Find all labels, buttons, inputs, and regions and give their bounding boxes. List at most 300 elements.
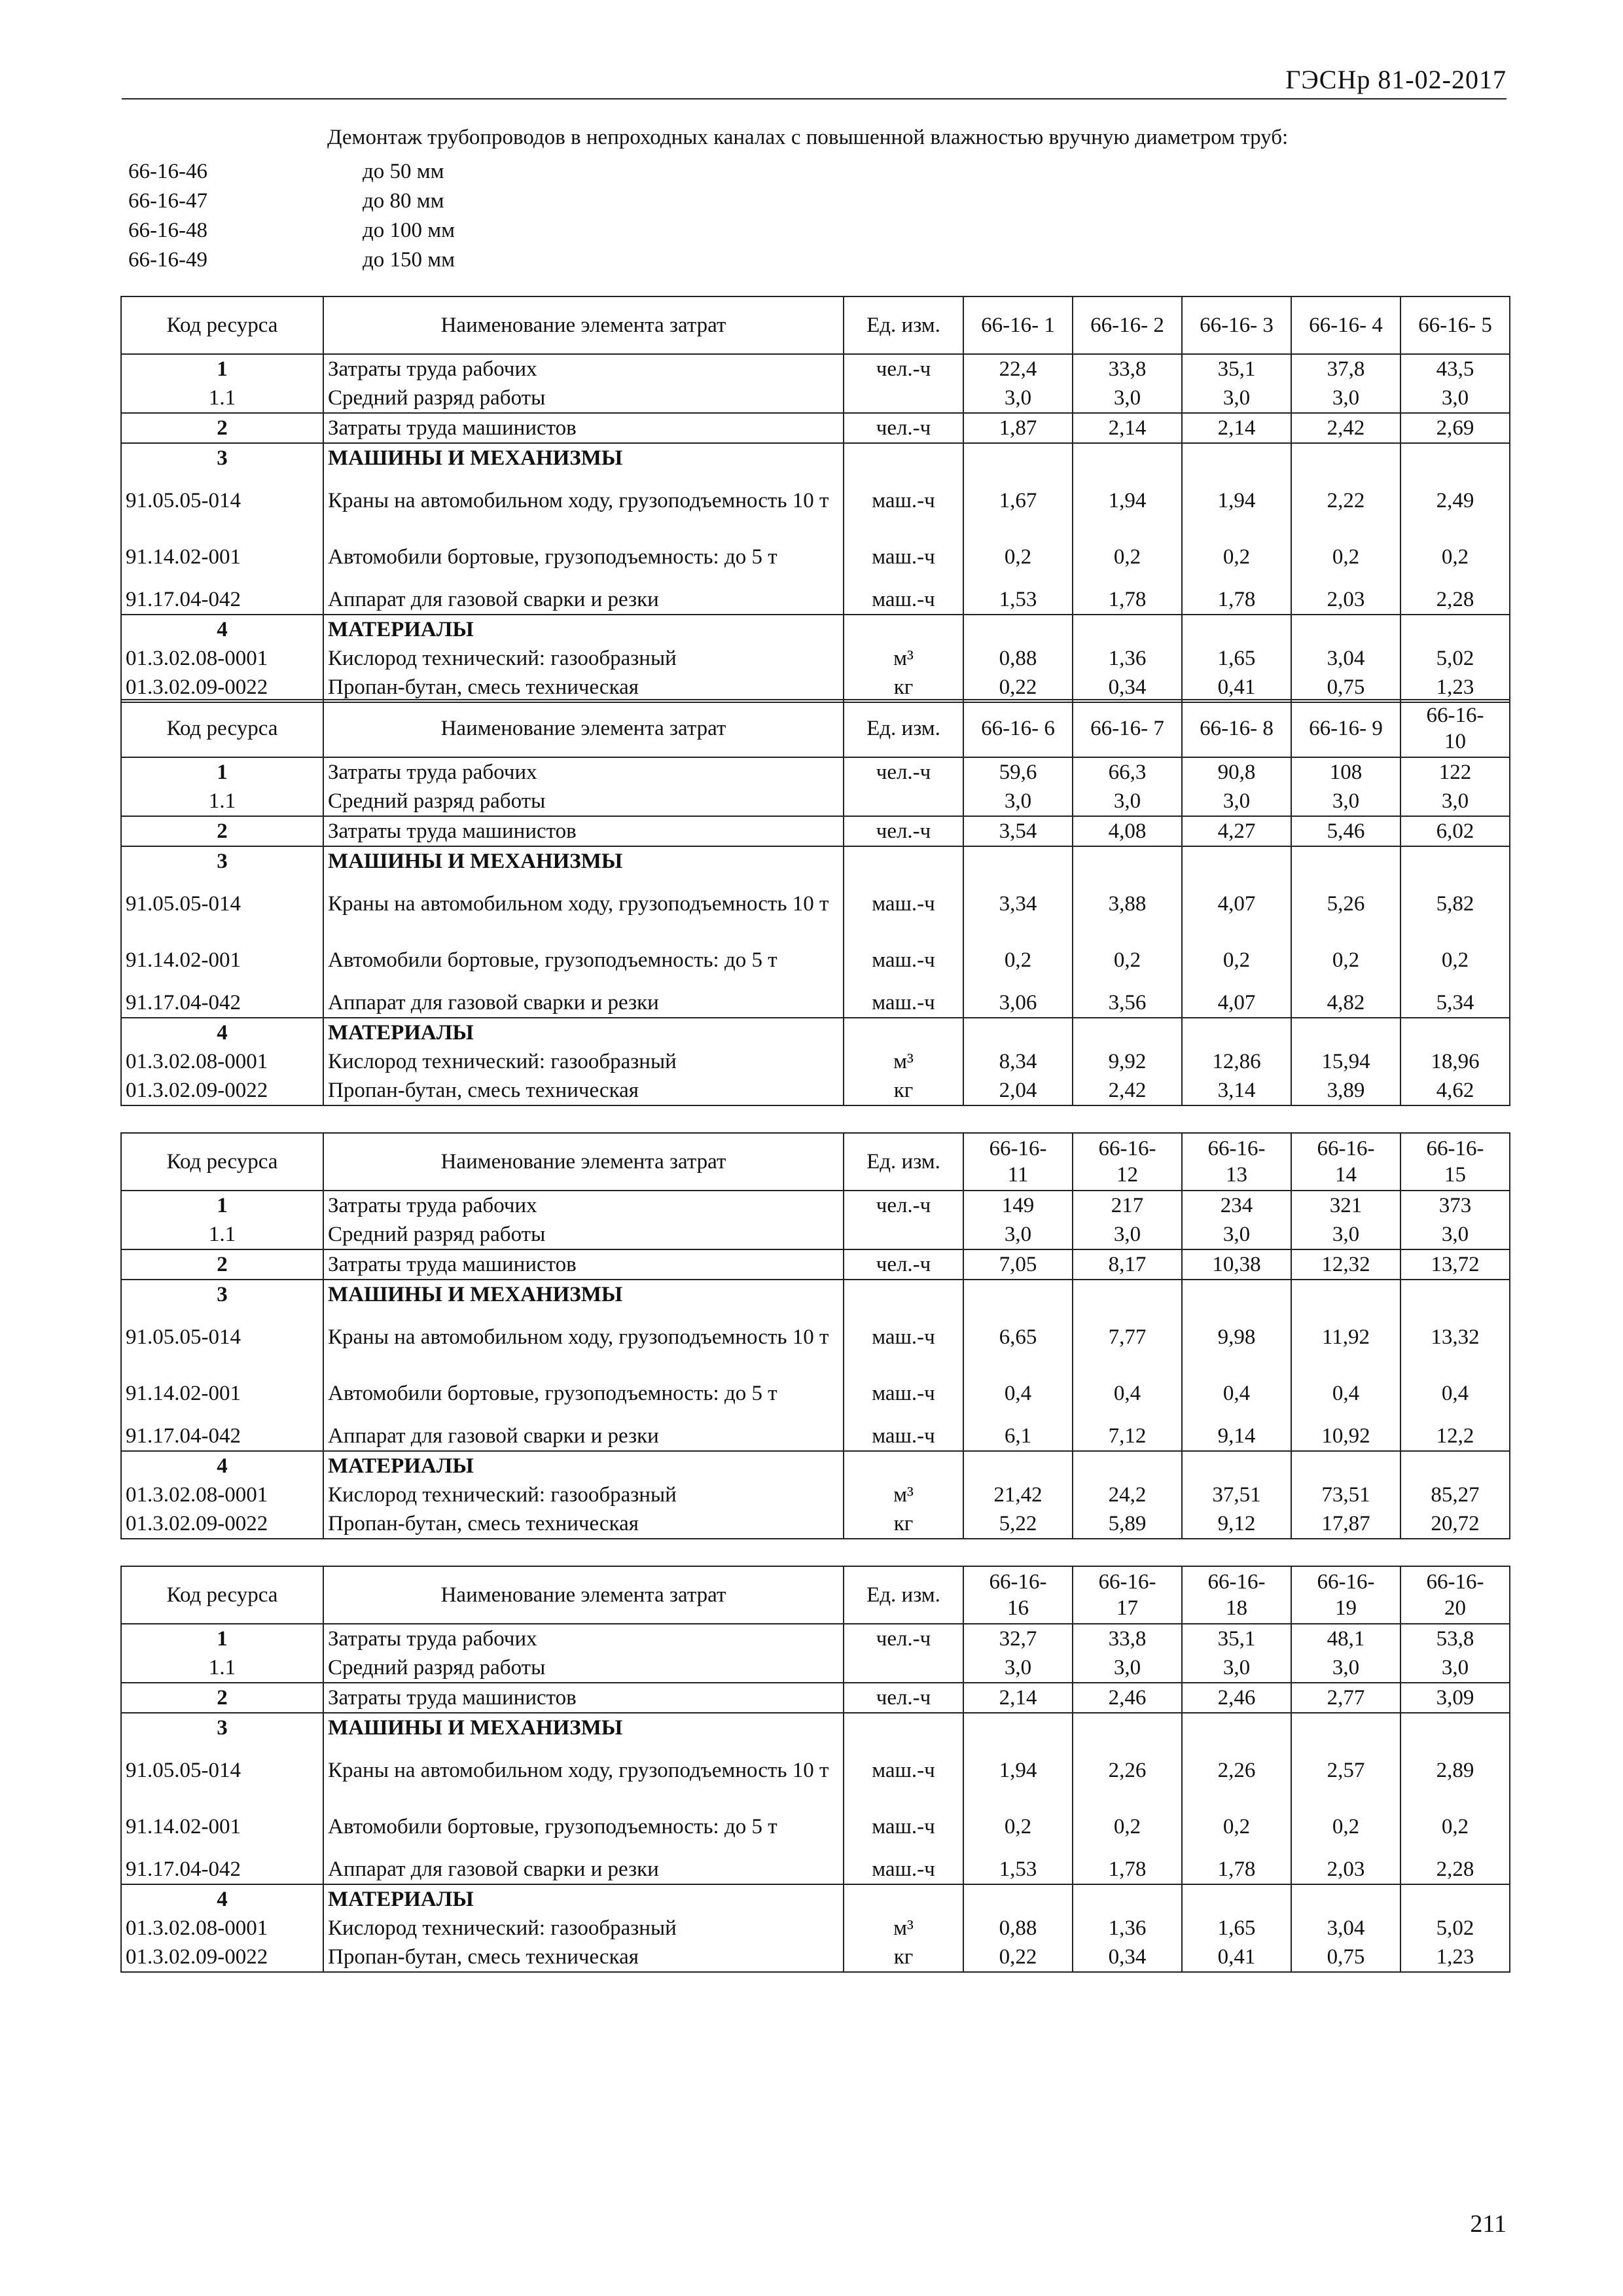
cost-element-name: Затраты труда машинистов bbox=[323, 413, 844, 443]
norm-value bbox=[1073, 1451, 1182, 1480]
norm-value: 0,75 bbox=[1291, 1943, 1400, 1972]
norm-value: 7,77 bbox=[1073, 1309, 1182, 1365]
norm-value bbox=[963, 846, 1073, 876]
unit: чел.-ч bbox=[844, 816, 963, 846]
norm-value: 3,88 bbox=[1073, 876, 1182, 932]
norm-value: 85,27 bbox=[1400, 1480, 1510, 1509]
resource-code: 1 bbox=[121, 1624, 323, 1653]
norm-value: 3,56 bbox=[1073, 988, 1182, 1018]
norm-value: 9,98 bbox=[1182, 1309, 1291, 1365]
norm-value: 2,46 bbox=[1182, 1683, 1291, 1713]
norm-value: 20,72 bbox=[1400, 1509, 1510, 1539]
norm-value: 59,6 bbox=[963, 757, 1073, 787]
norm-value bbox=[1400, 1280, 1510, 1309]
norm-value: 3,0 bbox=[1400, 1653, 1510, 1683]
norm-value bbox=[1182, 1280, 1291, 1309]
norm-value: 10,38 bbox=[1182, 1249, 1291, 1280]
cost-element-name: МАТЕРИАЛЫ bbox=[323, 1451, 844, 1480]
resource-code: 01.3.02.09-0022 bbox=[121, 673, 323, 702]
cost-element-name: Кислород технический: газообразный bbox=[323, 1914, 844, 1943]
norm-value: 1,65 bbox=[1182, 1914, 1291, 1943]
resource-table-4 bbox=[120, 1566, 1509, 1973]
unit: маш.-ч bbox=[844, 988, 963, 1018]
cost-table bbox=[120, 296, 1510, 703]
norm-value bbox=[1182, 1713, 1291, 1742]
norm-value bbox=[1182, 1451, 1291, 1480]
norm-value: 5,82 bbox=[1400, 876, 1510, 932]
norm-value bbox=[1291, 1713, 1400, 1742]
header-code: Код ресурса bbox=[121, 700, 323, 757]
header-code: Код ресурса bbox=[121, 1566, 323, 1624]
cost-element-name: Кислород технический: газообразный bbox=[323, 644, 844, 673]
table-row bbox=[121, 443, 1510, 473]
resource-table-2 bbox=[120, 699, 1509, 1106]
item-text: до 50 мм bbox=[363, 160, 444, 183]
norm-value bbox=[1073, 1884, 1182, 1914]
unit: маш.-ч bbox=[844, 1365, 963, 1422]
header-unit: Ед. изм. bbox=[844, 1133, 963, 1191]
unit bbox=[844, 1280, 963, 1309]
norm-value: 1,53 bbox=[963, 1855, 1073, 1884]
item-row bbox=[128, 216, 455, 245]
norm-value: 0,2 bbox=[1400, 932, 1510, 988]
norm-value bbox=[1182, 1884, 1291, 1914]
unit bbox=[844, 846, 963, 876]
norm-value: 7,05 bbox=[963, 1249, 1073, 1280]
header-unit: Ед. изм. bbox=[844, 1566, 963, 1624]
cost-element-name: Затраты труда машинистов bbox=[323, 816, 844, 846]
norm-value bbox=[1073, 615, 1182, 644]
norm-value: 0,88 bbox=[963, 644, 1073, 673]
norm-value: 3,0 bbox=[1182, 384, 1291, 413]
document-code: ГЭСНр 81-02-2017 bbox=[1285, 65, 1507, 94]
norm-value: 48,1 bbox=[1291, 1624, 1400, 1653]
norm-value: 3,0 bbox=[1400, 1220, 1510, 1249]
norm-value: 2,22 bbox=[1291, 473, 1400, 529]
norm-value: 1,36 bbox=[1073, 1914, 1182, 1943]
resource-code: 1.1 bbox=[121, 787, 323, 816]
header-norm-code: 66-16- 20 bbox=[1400, 1566, 1510, 1624]
header-norm-code: 66-16- 18 bbox=[1182, 1566, 1291, 1624]
header-norm-code: 66-16- 3 bbox=[1182, 296, 1291, 354]
resource-code: 1.1 bbox=[121, 384, 323, 413]
page-number: 211 bbox=[1470, 2210, 1507, 2238]
unit: маш.-ч bbox=[844, 932, 963, 988]
norm-value: 0,4 bbox=[1400, 1365, 1510, 1422]
item-code: 66-16-48 bbox=[128, 219, 207, 242]
norm-value: 1,67 bbox=[963, 473, 1073, 529]
resource-code: 2 bbox=[121, 816, 323, 846]
table-header-row bbox=[121, 296, 1510, 354]
resource-code: 1.1 bbox=[121, 1653, 323, 1683]
header-norm-code: 66-16- 4 bbox=[1291, 296, 1400, 354]
norm-value: 0,2 bbox=[1073, 932, 1182, 988]
norm-value: 3,89 bbox=[1291, 1076, 1400, 1105]
norm-value: 2,14 bbox=[1182, 413, 1291, 443]
unit: маш.-ч bbox=[844, 473, 963, 529]
norm-value: 9,14 bbox=[1182, 1422, 1291, 1451]
norm-value: 73,51 bbox=[1291, 1480, 1400, 1509]
header-code: Код ресурса bbox=[121, 296, 323, 354]
norm-value bbox=[1400, 615, 1510, 644]
norm-value: 12,86 bbox=[1182, 1047, 1291, 1076]
norm-value bbox=[963, 1451, 1073, 1480]
cost-element-name: Средний разряд работы bbox=[323, 384, 844, 413]
resource-table-1 bbox=[120, 296, 1509, 703]
table-row bbox=[121, 1422, 1510, 1451]
norm-value: 33,8 bbox=[1073, 1624, 1182, 1653]
resource-code: 91.14.02-001 bbox=[121, 1799, 323, 1855]
norm-value: 0,2 bbox=[963, 529, 1073, 585]
norm-value: 35,1 bbox=[1182, 354, 1291, 384]
norm-value: 0,2 bbox=[1182, 1799, 1291, 1855]
resource-code: 2 bbox=[121, 1249, 323, 1280]
norm-value: 3,0 bbox=[1073, 1653, 1182, 1683]
cost-element-name: МАТЕРИАЛЫ bbox=[323, 615, 844, 644]
norm-value: 3,0 bbox=[1291, 787, 1400, 816]
header-unit: Ед. изм. bbox=[844, 700, 963, 757]
table-row bbox=[121, 1742, 1510, 1799]
table-row bbox=[121, 787, 1510, 816]
norm-value bbox=[1182, 443, 1291, 473]
norm-value: 37,51 bbox=[1182, 1480, 1291, 1509]
norm-value: 11,92 bbox=[1291, 1309, 1400, 1365]
resource-code: 91.17.04-042 bbox=[121, 1855, 323, 1884]
norm-value: 4,08 bbox=[1073, 816, 1182, 846]
resource-table-3 bbox=[120, 1132, 1509, 1539]
norm-value: 5,89 bbox=[1073, 1509, 1182, 1539]
cost-element-name: Автомобили бортовые, грузоподъемность: до 5 т bbox=[323, 529, 844, 585]
norm-value: 2,14 bbox=[1073, 413, 1182, 443]
header-name: Наименование элемента затрат bbox=[323, 700, 844, 757]
table-row bbox=[121, 1884, 1510, 1914]
norm-value: 3,04 bbox=[1291, 1914, 1400, 1943]
norm-value bbox=[1291, 615, 1400, 644]
header-name: Наименование элемента затрат bbox=[323, 1133, 844, 1191]
norm-value: 0,2 bbox=[1073, 529, 1182, 585]
norm-value bbox=[1073, 1713, 1182, 1742]
norm-value: 6,1 bbox=[963, 1422, 1073, 1451]
unit: чел.-ч bbox=[844, 1191, 963, 1220]
norm-value: 4,27 bbox=[1182, 816, 1291, 846]
norm-value: 2,69 bbox=[1400, 413, 1510, 443]
unit: маш.-ч bbox=[844, 1855, 963, 1884]
table-row bbox=[121, 1220, 1510, 1249]
norm-value: 122 bbox=[1400, 757, 1510, 787]
resource-code: 1 bbox=[121, 354, 323, 384]
norm-value: 6,02 bbox=[1400, 816, 1510, 846]
table-row bbox=[121, 1509, 1510, 1539]
norm-value bbox=[1182, 846, 1291, 876]
norm-value: 21,42 bbox=[963, 1480, 1073, 1509]
unit: маш.-ч bbox=[844, 1422, 963, 1451]
norm-value: 2,28 bbox=[1400, 1855, 1510, 1884]
resource-code: 91.05.05-014 bbox=[121, 473, 323, 529]
resource-code: 3 bbox=[121, 846, 323, 876]
norm-value: 0,2 bbox=[1400, 529, 1510, 585]
item-text: до 150 мм bbox=[363, 248, 455, 272]
norm-value bbox=[1291, 1018, 1400, 1047]
header-norm-code: 66-16- 8 bbox=[1182, 700, 1291, 757]
norm-value: 3,0 bbox=[1182, 1653, 1291, 1683]
norm-value: 0,34 bbox=[1073, 673, 1182, 702]
table-row bbox=[121, 529, 1510, 585]
norm-value: 3,0 bbox=[1182, 1220, 1291, 1249]
norm-value: 4,82 bbox=[1291, 988, 1400, 1018]
cost-element-name: Средний разряд работы bbox=[323, 787, 844, 816]
table-row bbox=[121, 1076, 1510, 1105]
table-row bbox=[121, 988, 1510, 1018]
norm-value: 9,92 bbox=[1073, 1047, 1182, 1076]
table-row bbox=[121, 354, 1510, 384]
norm-value: 3,54 bbox=[963, 816, 1073, 846]
resource-code: 91.05.05-014 bbox=[121, 1742, 323, 1799]
resource-code: 1 bbox=[121, 757, 323, 787]
norm-value: 5,02 bbox=[1400, 644, 1510, 673]
norm-value bbox=[1182, 1018, 1291, 1047]
norm-value: 217 bbox=[1073, 1191, 1182, 1220]
norm-value: 3,34 bbox=[963, 876, 1073, 932]
unit: чел.-ч bbox=[844, 1624, 963, 1653]
norm-value bbox=[1182, 615, 1291, 644]
cost-element-name: Кислород технический: газообразный bbox=[323, 1047, 844, 1076]
norm-value: 35,1 bbox=[1182, 1624, 1291, 1653]
norm-value: 0,2 bbox=[1073, 1799, 1182, 1855]
cost-element-name: Краны на автомобильном ходу, грузоподъемность 10 т bbox=[323, 1742, 844, 1799]
norm-value bbox=[1400, 1018, 1510, 1047]
resource-code: 3 bbox=[121, 443, 323, 473]
unit: кг bbox=[844, 1943, 963, 1972]
unit: м³ bbox=[844, 1480, 963, 1509]
norm-value: 32,7 bbox=[963, 1624, 1073, 1653]
resource-code: 4 bbox=[121, 1884, 323, 1914]
header-norm-code: 66-16- 14 bbox=[1291, 1133, 1400, 1191]
norm-value: 9,12 bbox=[1182, 1509, 1291, 1539]
resource-code: 1.1 bbox=[121, 1220, 323, 1249]
table-row bbox=[121, 1624, 1510, 1653]
norm-value bbox=[1073, 443, 1182, 473]
norm-value bbox=[963, 443, 1073, 473]
norm-value: 1,78 bbox=[1073, 585, 1182, 615]
header-norm-code: 66-16- 13 bbox=[1182, 1133, 1291, 1191]
resource-code: 01.3.02.09-0022 bbox=[121, 1076, 323, 1105]
norm-value bbox=[963, 1280, 1073, 1309]
norm-value: 4,07 bbox=[1182, 988, 1291, 1018]
norm-value: 3,14 bbox=[1182, 1076, 1291, 1105]
table-row bbox=[121, 816, 1510, 846]
header-unit: Ед. изм. bbox=[844, 296, 963, 354]
resource-code: 91.17.04-042 bbox=[121, 988, 323, 1018]
norm-value: 3,0 bbox=[1182, 787, 1291, 816]
norm-value: 0,41 bbox=[1182, 1943, 1291, 1972]
norm-value: 2,42 bbox=[1073, 1076, 1182, 1105]
norm-value: 0,41 bbox=[1182, 673, 1291, 702]
header-name: Наименование элемента затрат bbox=[323, 296, 844, 354]
norm-value bbox=[963, 1018, 1073, 1047]
unit: маш.-ч bbox=[844, 876, 963, 932]
resource-code: 4 bbox=[121, 1018, 323, 1047]
table-row bbox=[121, 644, 1510, 673]
unit bbox=[844, 1713, 963, 1742]
resource-code: 1 bbox=[121, 1191, 323, 1220]
norm-value: 0,4 bbox=[1291, 1365, 1400, 1422]
resource-code: 01.3.02.08-0001 bbox=[121, 644, 323, 673]
resource-code: 91.05.05-014 bbox=[121, 876, 323, 932]
header-norm-code: 66-16- 16 bbox=[963, 1566, 1073, 1624]
norm-value: 1,94 bbox=[1182, 473, 1291, 529]
norm-value bbox=[963, 1884, 1073, 1914]
norm-value bbox=[963, 615, 1073, 644]
norm-value: 3,0 bbox=[1400, 384, 1510, 413]
table-row bbox=[121, 1914, 1510, 1943]
norm-value: 2,26 bbox=[1073, 1742, 1182, 1799]
norm-value: 1,87 bbox=[963, 413, 1073, 443]
header-name: Наименование элемента затрат bbox=[323, 1566, 844, 1624]
norm-value: 234 bbox=[1182, 1191, 1291, 1220]
item-code: 66-16-47 bbox=[128, 189, 207, 213]
norm-value: 3,04 bbox=[1291, 644, 1400, 673]
cost-element-name: Автомобили бортовые, грузоподъемность: до 5 т bbox=[323, 1365, 844, 1422]
norm-value: 3,0 bbox=[1400, 787, 1510, 816]
resource-code: 4 bbox=[121, 615, 323, 644]
header-norm-code: 66-16- 15 bbox=[1400, 1133, 1510, 1191]
norm-value: 0,2 bbox=[1182, 529, 1291, 585]
norm-value: 2,46 bbox=[1073, 1683, 1182, 1713]
unit: маш.-ч bbox=[844, 529, 963, 585]
header-norm-code: 66-16- 19 bbox=[1291, 1566, 1400, 1624]
norm-value bbox=[1400, 1451, 1510, 1480]
header-code: Код ресурса bbox=[121, 1133, 323, 1191]
norm-value: 2,03 bbox=[1291, 585, 1400, 615]
norm-value: 0,22 bbox=[963, 673, 1073, 702]
norm-value: 12,2 bbox=[1400, 1422, 1510, 1451]
header-norm-code: 66-16- 1 bbox=[963, 296, 1073, 354]
norm-value: 2,77 bbox=[1291, 1683, 1400, 1713]
resource-code: 01.3.02.08-0001 bbox=[121, 1914, 323, 1943]
cost-element-name: МАШИНЫ И МЕХАНИЗМЫ bbox=[323, 1713, 844, 1742]
norm-value: 108 bbox=[1291, 757, 1400, 787]
norm-value: 2,42 bbox=[1291, 413, 1400, 443]
norm-value: 0,88 bbox=[963, 1914, 1073, 1943]
header-norm-code: 66-16- 9 bbox=[1291, 700, 1400, 757]
unit bbox=[844, 787, 963, 816]
norm-value: 1,94 bbox=[963, 1742, 1073, 1799]
table-row bbox=[121, 846, 1510, 876]
norm-value: 3,0 bbox=[963, 787, 1073, 816]
norm-value: 5,22 bbox=[963, 1509, 1073, 1539]
resource-code: 01.3.02.08-0001 bbox=[121, 1480, 323, 1509]
header-norm-code: 66-16- 2 bbox=[1073, 296, 1182, 354]
norm-value: 15,94 bbox=[1291, 1047, 1400, 1076]
norm-value: 33,8 bbox=[1073, 354, 1182, 384]
norm-value: 0,2 bbox=[1291, 932, 1400, 988]
table-row bbox=[121, 1249, 1510, 1280]
norm-value: 5,46 bbox=[1291, 816, 1400, 846]
unit bbox=[844, 384, 963, 413]
norm-value: 3,0 bbox=[1073, 787, 1182, 816]
norm-value: 13,72 bbox=[1400, 1249, 1510, 1280]
table-row bbox=[121, 1047, 1510, 1076]
norm-value: 53,8 bbox=[1400, 1624, 1510, 1653]
resource-code: 01.3.02.09-0022 bbox=[121, 1509, 323, 1539]
header-rule bbox=[122, 98, 1507, 99]
cost-element-name: МАШИНЫ И МЕХАНИЗМЫ bbox=[323, 443, 844, 473]
norm-value: 10,92 bbox=[1291, 1422, 1400, 1451]
norm-value: 0,2 bbox=[1291, 529, 1400, 585]
unit: маш.-ч bbox=[844, 1799, 963, 1855]
norm-value: 5,34 bbox=[1400, 988, 1510, 1018]
norm-value: 3,0 bbox=[963, 1220, 1073, 1249]
item-text: до 80 мм bbox=[363, 189, 444, 213]
cost-element-name: Пропан-бутан, смесь техническая bbox=[323, 673, 844, 702]
norm-value: 2,89 bbox=[1400, 1742, 1510, 1799]
resource-code: 91.14.02-001 bbox=[121, 1365, 323, 1422]
norm-value: 149 bbox=[963, 1191, 1073, 1220]
norm-value bbox=[1073, 846, 1182, 876]
cost-element-name: МАШИНЫ И МЕХАНИЗМЫ bbox=[323, 846, 844, 876]
header-norm-code: 66-16- 6 bbox=[963, 700, 1073, 757]
norm-value: 3,0 bbox=[1291, 384, 1400, 413]
unit: м³ bbox=[844, 1914, 963, 1943]
cost-element-name: Автомобили бортовые, грузоподъемность: до 5 т bbox=[323, 1799, 844, 1855]
norm-value bbox=[1291, 1280, 1400, 1309]
norm-value bbox=[1400, 1713, 1510, 1742]
norm-value: 8,17 bbox=[1073, 1249, 1182, 1280]
norm-value: 4,62 bbox=[1400, 1076, 1510, 1105]
norm-value: 1,23 bbox=[1400, 673, 1510, 702]
norm-value bbox=[1400, 846, 1510, 876]
unit: м³ bbox=[844, 644, 963, 673]
norm-value bbox=[1400, 443, 1510, 473]
header-norm-code: 66-16- 17 bbox=[1073, 1566, 1182, 1624]
item-text: до 100 мм bbox=[363, 219, 455, 242]
unit bbox=[844, 615, 963, 644]
table-row bbox=[121, 615, 1510, 644]
norm-value: 17,87 bbox=[1291, 1509, 1400, 1539]
cost-table bbox=[120, 1566, 1510, 1973]
header-norm-code: 66-16- 11 bbox=[963, 1133, 1073, 1191]
unit: чел.-ч bbox=[844, 1249, 963, 1280]
resource-code: 91.14.02-001 bbox=[121, 529, 323, 585]
header-norm-code: 66-16- 10 bbox=[1400, 700, 1510, 757]
unit: маш.-ч bbox=[844, 1309, 963, 1365]
table-row bbox=[121, 1191, 1510, 1220]
cost-element-name: Затраты труда машинистов bbox=[323, 1249, 844, 1280]
table-row bbox=[121, 1653, 1510, 1683]
resource-code: 4 bbox=[121, 1451, 323, 1480]
resource-code: 01.3.02.08-0001 bbox=[121, 1047, 323, 1076]
norm-value: 2,26 bbox=[1182, 1742, 1291, 1799]
header-norm-code: 66-16- 7 bbox=[1073, 700, 1182, 757]
norm-value: 3,0 bbox=[963, 384, 1073, 413]
norm-value: 2,03 bbox=[1291, 1855, 1400, 1884]
norm-value: 3,09 bbox=[1400, 1683, 1510, 1713]
norm-value: 90,8 bbox=[1182, 757, 1291, 787]
norm-value: 2,49 bbox=[1400, 473, 1510, 529]
item-code: 66-16-46 bbox=[128, 160, 207, 183]
cost-element-name: Пропан-бутан, смесь техническая bbox=[323, 1943, 844, 1972]
norm-value: 8,34 bbox=[963, 1047, 1073, 1076]
unit: чел.-ч bbox=[844, 413, 963, 443]
item-list bbox=[128, 157, 455, 275]
table-row bbox=[121, 1018, 1510, 1047]
cost-table bbox=[120, 1132, 1510, 1539]
table-row bbox=[121, 1280, 1510, 1309]
unit bbox=[844, 443, 963, 473]
norm-value: 13,32 bbox=[1400, 1309, 1510, 1365]
norm-value: 1,78 bbox=[1182, 1855, 1291, 1884]
cost-element-name: Пропан-бутан, смесь техническая bbox=[323, 1076, 844, 1105]
